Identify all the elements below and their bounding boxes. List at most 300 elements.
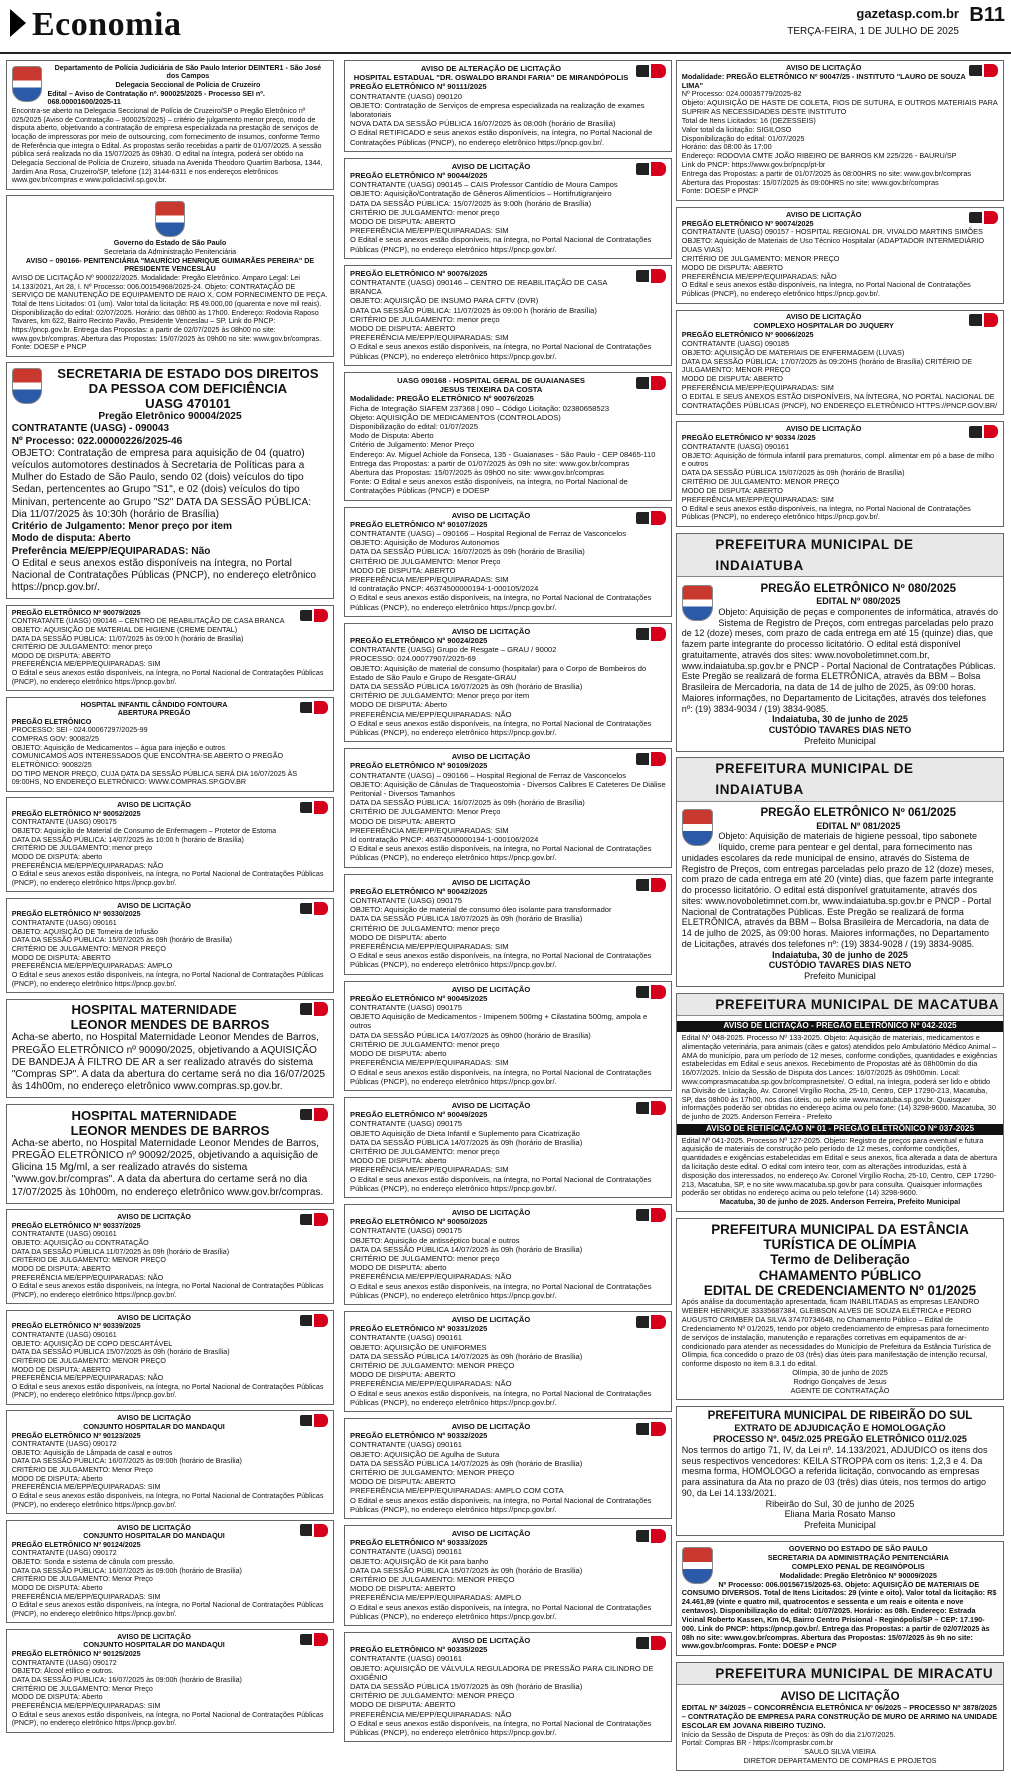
notice-line: PREGÃO ELETRÔNICO Nº 90074/2025 [681, 218, 814, 228]
notice-subtitle: CONJUNTO HOSPITALAR DO MANDAQUI [83, 1641, 225, 1650]
notice-line: PREFERÊNCIA ME/EPP/EQUIPARADAS: SIM [350, 942, 509, 952]
notice-line: CRITÉRIO DE JULGAMENTO: Menor Preço [11, 1684, 153, 1693]
logo-sp-icon [314, 1633, 328, 1646]
logo-sp-icon [651, 1422, 666, 1436]
notice-line: MODO DE DISPUTA: Aberto [11, 1584, 103, 1592]
notice-line: O Edital e seus anexos estão disponíveis, na íntegra, no Portal Nacional de Contratações Públicas (PNCP), no endereço eletrônico https://pncp.gov.br/. [350, 1388, 652, 1407]
notice-line: OBJETO: AQUISIÇÃO DE Agulha de Sutura [350, 1449, 500, 1459]
notice-subtitle: AVISO DE LICITAÇÃO [780, 1690, 900, 1703]
notice-line: MODO DE DISPUTA: ABERTO [350, 217, 456, 227]
notice-box [6, 1310, 334, 1405]
logo-bar-icon [636, 753, 649, 765]
notice-title: AVISO DE LICITAÇÃO [117, 801, 191, 810]
notice-box [6, 1410, 334, 1514]
notice-subtitle: JESUS TEIXEIRA DA COSTA [439, 385, 543, 395]
notice-uasg: UASG 470101 [145, 396, 231, 412]
logo-sp-icon [314, 1314, 328, 1327]
logo-sp-icon [651, 511, 666, 525]
column-right [676, 60, 1004, 1777]
logo-sp-icon [314, 1108, 328, 1121]
notice-box [6, 898, 334, 993]
notice-box [676, 757, 1004, 987]
logo-bar-icon [636, 986, 649, 998]
notice-line: PREGÃO ELETRÔNICO Nº 90052/2025 [11, 809, 141, 818]
sp-government-logo-icon [636, 985, 666, 999]
notice-line: PREGÃO ELETRÔNICO Nº 90079/2025 [11, 608, 141, 617]
notice-banner: PREFEITURA MUNICIPAL DE MIRACATU [677, 1663, 1003, 1685]
notice-line: MODO DE DISPUTA: ABERTO [350, 1370, 456, 1380]
signatory-role: Prefeita Municipal [804, 1520, 876, 1531]
notice-box [676, 310, 1004, 416]
notice-subtitle: EDITAL Nº 080/2025 [816, 596, 901, 607]
sp-government-logo-icon [300, 1633, 328, 1646]
notice-band: AVISO DE RETIFICAÇÃO Nº 01 - PREGÃO ELETRÔNICO Nº 037-2025 [677, 1124, 1003, 1135]
sp-government-logo-icon [300, 609, 328, 622]
notice-line: MODO DE DISPUTA: Aberto [350, 700, 447, 710]
notice-line: DATA DA SESSÃO PÚBLICA 15/07/2025 às 09h (horário de Brasília) [350, 1565, 583, 1575]
notice-line: OBJETO: Aquisição de Medicamentos – água para injeção e outros [11, 743, 226, 752]
notice-box [676, 1406, 1004, 1536]
notice-line: O Edital e seus anexos estão disponíveis, na íntegra, no Portal Nacional de Contratações Públicas (PNCP), no endereço eletrônico https://pncp.gov.br/. [350, 1602, 652, 1621]
notice-line: PREFERÊNCIA ME/EPP/EQUIPARADAS: NÃO [350, 1379, 512, 1389]
notice-line: OBJETO: AQUISIÇÃO DE MATERIAL DE HIGIENE (CREME DENTAL) [11, 625, 238, 634]
notice-box [344, 748, 672, 867]
notice-line: CONTRATANTE (UASG) - 090043 [11, 423, 170, 435]
signatory-role: Prefeito Municipal [804, 971, 876, 982]
notice-title: PREGÃO ELETRÔNICO Nº 080/2025 [760, 582, 957, 595]
sp-government-logo-icon [300, 1314, 328, 1327]
notice-line: MODO DE DISPUTA: ABERTO [681, 262, 783, 272]
notice-box [676, 1662, 1004, 1771]
notice-line: CRITÉRIO DE JULGAMENTO: menor preço [350, 314, 500, 324]
notice-line: DATA DA SESSÃO PÚBLICA: 15/07/2025 às 09h (horário de Brasília) [11, 936, 233, 945]
notice-line: CRITÉRIO DE JULGAMENTO: MENOR PREÇO [350, 1691, 515, 1701]
sp-government-logo-icon [636, 269, 666, 283]
notice-line: CONTRATANTE (UASG) 090172 [11, 1549, 117, 1558]
notice-line: PREFERÊNCIA ME/EPP/EQUIPARADAS: NÃO [681, 271, 837, 281]
notice-line: PREFERÊNCIA ME/EPP/EQUIPARADAS: SIM [11, 1701, 161, 1710]
logo-sp-icon [984, 313, 998, 326]
notice-line: PREGÃO ELETRÔNICO Nº 90076/2025 [350, 268, 488, 278]
notice-box [344, 1418, 672, 1519]
notice-line: CRITÉRIO DE JULGAMENTO: MENOR PREÇO [350, 1360, 515, 1370]
notice-box [6, 605, 334, 691]
notice-title: AVISO DE LICITAÇÃO [117, 1414, 191, 1423]
sp-government-logo-icon [969, 211, 998, 224]
sp-government-logo-icon [300, 1108, 328, 1121]
notice-box [6, 1520, 334, 1624]
notice-line: CONTRATANTE (UASG) 090161 [350, 1547, 462, 1557]
notice-line: MODO DE DISPUTA: Aberto [11, 1693, 103, 1702]
notice-subtitle: SECRETARIA DA ADMINISTRAÇÃO PENITENCIÁRIA [767, 1553, 949, 1563]
notice-line: Objeto: AQUISIÇÃO DE HASTE DE COLETA, FIOS DE SUTURA, E OUTROS MATERIAIS PARA SUPRIR AS NECESSIDADES DESTE INSTITUTO [681, 98, 998, 117]
notice-line: PREFERÊNCIA ME/EPP/EQUIPARADAS: SIM [350, 1058, 509, 1068]
notice-line: CRITÉRIO DE JULGAMENTO: MENOR PREÇO [11, 1256, 166, 1265]
logo-bar-icon [969, 65, 981, 77]
logo-bar-icon [636, 512, 649, 524]
logo-sp-icon [314, 1524, 328, 1537]
sp-government-logo-icon [636, 1101, 666, 1115]
logo-bar-icon [636, 879, 649, 891]
notice-line: O Edital e seus anexos estão disponíveis, na íntegra, no Portal Nacional de Contratações Públicas (PNCP), no endereço eletrônico https://pncp.gov.br/. [350, 844, 652, 863]
notice-line: MODO DE DISPUTA: aberto [350, 1263, 447, 1273]
notice-line: OBJETO: Sonda e sistema de cânula com pressão. [11, 1558, 175, 1567]
notice-title: AVISO DE LICITAÇÃO [786, 312, 862, 322]
notice-date: Indaiatuba, 30 de junho de 2025 [772, 949, 908, 960]
notice-line: OBJETO: Aquisição de antisséptico bucal e outros [350, 1235, 520, 1245]
logo-bar-icon [636, 1209, 649, 1221]
notice-body: Edital Nº 048-2025. Processo Nº 133-2025. Objeto: Aquisição de materiais, medicamentos e alimentação veterinária, para animais (cães e gatos) atendidos pelo Ambulatório Médico Animal – AMA do município, para um período de 12 meses, conforme condições, quantidades e exigências estabelecidas em Edital e seus anexos. Recebimento de Propostas até às 08h00min do dia 16/07/2025. Início da Sessão de Disputa dos Lances: 16/07/2025 às 09h00min. Local: www.comprasmacatuba.sp.gov.br/comprasnetsite/. O edital, na íntegra, poderá ser lido e obtido na Divisão de Licitação, Av. Coronel Virgílio Rocha, 25-10, Centro, CEP 17290-213, Macatuba, SP, das 08h00 às 17h00, nos dias úteis, ou pelo site www.macatuba.sp.gov.br. Quaisquer informações poderão ser obtidas no endereço acima ou pelo fone: (14) 3298-9600. Macatuba, 30 de junho de 2025. Anderson Ferreira - Prefeito [681, 1032, 998, 1122]
notice-line: O Edital e seus anexos estão disponíveis, na íntegra, no Portal Nacional de Contratações Públicas (PNCP), no endereço eletrônico https://pncp.gov.br/. [11, 970, 324, 988]
signatory-name: Rodrigo Gonçalves de Jesus [793, 1376, 887, 1386]
logo-sp-icon [314, 1213, 328, 1226]
notice-line: CRITÉRIO DE JULGAMENTO: Menor Preço [11, 1466, 153, 1475]
sp-government-logo-icon [636, 162, 666, 176]
notice-line: O Edital e seus anexos estão disponíveis, na íntegra, no Portal Nacional de Contratações Públicas (PNCP), no endereço eletrônico https://pncp.gov.br/. [350, 1174, 652, 1193]
notice-line: MODO DE DISPUTA: ABERTO [11, 1264, 111, 1273]
notice-line: OBJETO: AQUISIÇÃO DE Torneira de Infusão [11, 927, 158, 936]
logo-bar-icon [300, 1214, 312, 1225]
notice-box [344, 874, 672, 975]
notice-box [344, 60, 672, 152]
chevron-right-icon [10, 9, 26, 37]
notice-line: CRITÉRIO DE JULGAMENTO: menor preço [350, 923, 500, 933]
notice-box [6, 697, 334, 792]
notice-line: OBJETO: AQUISIÇÃO DE UNIFORMES [350, 1342, 487, 1352]
signatory-name: Eliana Maria Rosato Manso [784, 1509, 896, 1520]
notice-box [676, 993, 1004, 1212]
logo-sp-icon [651, 162, 666, 176]
notice-line: CRITÉRIO DE JULGAMENTO: MENOR PREÇO [11, 1356, 166, 1365]
notice-line: CRITÉRIO DE JULGAMENTO: MENOR PREÇO [350, 1468, 515, 1478]
logo-sp-icon [651, 1208, 666, 1222]
notice-title: AVISO DE LICITAÇÃO [451, 510, 531, 520]
notice-line: OBJETO: Aquisição de Cânulas de Traqueostomia - Diversos Calibres E Cateteres De Diálise Peritonial - Diversos Tamanhos [350, 779, 666, 799]
logo-sp-icon [984, 425, 998, 438]
notice-subtitle: HOSPITAL ESTADUAL "DR. OSWALDO BRANDI FARIA" DE MIRANDÓPOLIS [353, 73, 629, 83]
logo-bar-icon [636, 65, 649, 77]
notice-line: O Edital e seus anexos estão disponíveis, na íntegra, no Portal Nacional de Contratações Públicas (PNCP), no endereço eletrônico https://pncp.gov.br/. [350, 342, 652, 361]
notice-box [344, 981, 672, 1091]
notice-title: AVISO DE LICITAÇÃO [451, 1314, 531, 1324]
notice-line: MODO DE DISPUTA: ABERTO [350, 1700, 456, 1710]
notice-line: PREGÃO ELETRÔNICO Nº 90125/2025 [11, 1650, 141, 1659]
logo-sp-icon [651, 1315, 666, 1329]
notice-subtitle: ABERTURA PREGÃO [117, 709, 191, 718]
notice-line: DATA DA SESSÃO PÚBLICA: 15/07/2025 às 9:00h (horário de Brasília) [350, 198, 592, 208]
notice-line: PREGÃO ELETRÔNICO Nº 90332/2025 [350, 1431, 488, 1441]
sp-government-logo-icon [300, 1414, 328, 1427]
logo-sp-icon [651, 752, 666, 766]
notice-line: Entrega das Propostas: a partir de 01/07/2025 às 08:00HRS no site: www.gov.br/compras [681, 168, 972, 178]
notice-box [344, 265, 672, 366]
notice-line: MODO DE DISPUTA: ABERTO [11, 953, 111, 962]
notice-line: CONTRATANTE (UASG) 090161 [350, 1654, 462, 1664]
notice-title: AVISO DE LICITAÇÃO [451, 984, 531, 994]
notice-line: CONTRATANTE (UASG) 090146 – CENTRO DE REABILITAÇÃO DE CASA BRANCA [350, 278, 607, 297]
notice-banner: PREFEITURA MUNICIPAL DE INDAIATUBA [677, 758, 1003, 801]
notice-title: GOVERNO DO ESTADO DE SÃO PAULO [788, 1544, 928, 1554]
coat-of-arms-icon [682, 585, 713, 622]
notice-line: CRITÉRIO DE JULGAMENTO: Menor Preço [350, 556, 501, 566]
notice-line: O Edital e seus anexos estão disponíveis, na íntegra, no Portal Nacional de Contratações Públicas (PNCP), no endereço eletrônico https://pncp.gov.br/. [11, 1710, 324, 1728]
notice-date: Olímpia, 30 de junho de 2025 [792, 1368, 888, 1378]
notice-subtitle: COMPLEXO PENAL DE REGINÓPOLIS [791, 1562, 925, 1571]
notice-line: PREFERÊNCIA ME/EPP/EQUIPARADAS: NÃO [350, 709, 512, 719]
notice-subtitle: CONJUNTO HOSPITALAR DO MANDAQUI [83, 1532, 225, 1541]
notice-box [344, 1311, 672, 1412]
logo-bar-icon [300, 702, 312, 713]
logo-bar-icon [300, 1415, 312, 1426]
notice-line: Fonte: DOESP e PNCP [681, 186, 759, 196]
notice-banner: PREFEITURA MUNICIPAL DE MACATUBA [677, 994, 1003, 1016]
logo-sp-icon [984, 211, 998, 224]
logo-sp-icon [314, 801, 328, 814]
notice-line: CRITÉRIO DE JULGAMENTO: menor preço [11, 844, 153, 853]
notice-box [676, 60, 1004, 201]
notice-line: DATA DA SESSÃO PÚBLICA 18/07/2025 às 09h (horário de Brasília) [350, 914, 583, 924]
column-left [6, 60, 334, 1738]
notice-line: DATA DA SESSÃO PÚBLICA: 16/07/2025 às 09:00h (horário de Brasília) [11, 1675, 242, 1684]
sp-government-logo-icon [300, 801, 328, 814]
notice-line: PREGÃO ELETRÔNICO Nº 90331/2025 [350, 1324, 488, 1334]
sp-government-logo-icon [969, 313, 998, 326]
notice-lead: Edital – Aviso de Contratação nº. 900025/2025 - Processo SEI nº. 068.00001600/2025-11 [47, 89, 265, 107]
notice-line: PREGÃO ELETRÔNICO Nº 90044/2025 [350, 171, 488, 181]
notice-line: MODO DE DISPUTA: aberto [350, 1049, 447, 1059]
notice-title: AVISO DE LICITAÇÃO [451, 1422, 531, 1431]
notice-line: CONTRATANTE (UASG) 090161 [350, 1440, 462, 1450]
notice-line: CONTRATANTE (UASG) 090175 [11, 818, 117, 827]
notice-title: AVISO DE LICITAÇÃO [451, 1636, 531, 1646]
notice-line: Disponibilização do edital: 01/07/2025 [681, 133, 805, 143]
notice-line: O Edital e seus anexos estão disponíveis, na íntegra, no Portal Nacional de Contratações Públicas (PNCP), no endereço eletrônico https://pncp.gov.br/. [11, 1282, 324, 1299]
notice-line: OBJETO: Aquisição de Materiais de Uso Técnico Hospitalar (ADAPTADOR INTERMEDIÁRIO DUAS VIAS) [681, 236, 985, 255]
notice-line: OBJETO: AQUISIÇÃO ou CONTRATAÇÃO [11, 1239, 149, 1248]
notice-line: PREGÃO ELETRÔNICO Nº 90333/2025 [350, 1538, 488, 1548]
notice-line: PREFERÊNCIA ME/EPP/EQUIPARADAS: AMPLO [350, 1593, 522, 1603]
logo-sp-icon [651, 1529, 666, 1543]
sp-government-logo-icon [300, 1213, 328, 1226]
notice-line: Critério de Julgamento: Menor preço por item [11, 521, 232, 533]
logo-bar-icon [300, 1109, 312, 1120]
notice-title: AVISO DE LICITAÇÃO [451, 626, 531, 636]
logo-bar-icon [969, 426, 981, 438]
sp-government-logo-icon [636, 878, 666, 892]
notice-body: Edital Nº 041-2025. Processo Nº 127-2025. Objeto: Registro de preços para eventual e futura aquisição de materiais de construção pelo período de 12 meses, conforme condições, quantidades e exigências estabelecidas em Edital e seus anexos, fica alterada a data de abertura da licitação deste edital. O edital com inteiro teor, com as alterações introduzidas, está à disposição dos interessados, no endereço Av. Coronel Virgílio Rocha, 25-10, Centro, CEP 17290-213, Macatuba, SP, e no site www.macatuba.sp.gov.br para consulta. Quaisquer informações poderão ser obtidas no endereço acima ou pelo telefone (14) 3298-9600. [681, 1135, 998, 1198]
notice-box [344, 623, 672, 742]
notice-line: PREFERÊNCIA ME/EPP/EQUIPARADAS: SIM [350, 333, 509, 343]
coat-of-arms-icon [682, 809, 713, 846]
logo-sp-icon [314, 1002, 328, 1015]
logo-bar-icon [300, 903, 312, 914]
notice-line: MODO DE DISPUTA: ABERTO [11, 651, 111, 660]
notice-title: AVISO DE LICITAÇÃO [786, 209, 862, 219]
notice-line: MODO DE DISPUTA: ABERTO [681, 485, 783, 495]
notice-line: CRITÉRIO DE JULGAMENTO: MENOR PREÇO [350, 1575, 515, 1585]
notice-title: PREGÃO ELETRÔNICO Nº 061/2025 [760, 807, 957, 820]
logo-sp-icon [314, 701, 328, 714]
notice-line: MODO DE DISPUTA: ABERTO [350, 324, 456, 334]
notice-line: O Edital e seus anexos estão disponíveis, na íntegra, no Portal Nacional de Contratações Públicas (PNCP), no endereço eletrônico https://pncp.gov.br/. [11, 870, 324, 887]
notice-box [676, 421, 1004, 527]
notice-line: CONTRATANTE (UASG) 090175 [350, 1119, 462, 1129]
notice-box [6, 195, 334, 356]
notice-line: CONTRATANTE (UASG) Grupo de Resgate – GRAU / 90002 [350, 645, 557, 655]
notice-title: AVISO DE LICITAÇÃO [451, 161, 531, 171]
notice-line: PREFERÊNCIA ME/EPP/EQUIPARADAS: NÃO [350, 1709, 512, 1719]
notice-title: UASG 090168 - HOSPITAL GERAL DE GUAIANASES [397, 375, 585, 385]
notice-subtitle: EXTRATO DE ADJUDICAÇÃO E HOMOLOGAÇÃO [734, 1423, 946, 1434]
sp-government-logo-icon [636, 1208, 666, 1222]
notice-line: Id contratação PNCP: 46374500000194-1-000105/2024 [350, 584, 539, 594]
notice-line: Modalidade: PREGÃO ELETRÔNICO Nº 90076/2025 [350, 394, 534, 404]
notice-line: PREGÃO ELETRÔNICO Nº 90050/2025 [350, 1217, 488, 1227]
notice-line: DATA DA SESSÃO PÚBLICA: 16/07/2025 às 09:00h (horário de Brasília) [11, 1566, 242, 1575]
notice-line: O Edital e seus anexos estão disponíveis, na íntegra, no Portal Nacional de Contratações Públicas (PNCP), no endereço eletrônico https://pncp.gov.br/. [350, 593, 652, 612]
logo-sp-icon [651, 1636, 666, 1650]
notice-box [6, 60, 334, 190]
notice-line: MODO DE DISPUTA: ABERTO [350, 1477, 456, 1487]
notice-line: PREFERÊNCIA ME/EPP/EQUIPARADAS: SIM [681, 383, 834, 393]
column-middle [344, 60, 672, 1748]
coat-of-arms-icon [12, 66, 42, 102]
logo-bar-icon [636, 1423, 649, 1435]
notice-line: Modo de Disputa: Aberto [350, 431, 434, 441]
notice-title: AVISO DE LICITAÇÃO [117, 1632, 191, 1641]
sp-government-logo-icon [636, 64, 666, 78]
notice-band: AVISO DE LICITAÇÃO - PREGÃO ELETRÔNICO Nº 042-2025 [677, 1021, 1003, 1032]
logo-bar-icon [636, 270, 649, 282]
notice-body: Objeto: Aquisição de peças e componentes de informática, através do Sistema de Registro de Preços, com entregas parceladas pelo prazo de 12 (doze) meses, com prazo de cada entrega em até 15 (quinze) dias, que fazem parte integrante do processo licitatório. O edital está disponível gratuitamente, através dos sites: www.novoboletimnet.com.br, www.indaiatuba.sp.gov.br e PNCP - Portal Nacional de Contratações Públicas. Este Pregão se realizará de forma ELETRÔNICA, através da BBM – Bolsa Brasileira de Mercadoria, na data de 14 de julho de 2025, às 09:00 horas. Maiores informações, no Departamento de Licitações, através dos telefones nº: (19) 3834-9034 / (19) 3834-9085. [681, 606, 998, 714]
notice-line: Modo de disputa: Aberto [11, 533, 131, 545]
sp-government-logo-icon [636, 376, 666, 390]
notice-line: MODO DE DISPUTA: Aberto [11, 1474, 103, 1483]
coat-of-arms-icon [12, 368, 42, 404]
notice-line: CONTRATANTE (UASG) 090146 – CENTRO DE REABILITAÇÃO DE CASA BRANCA [11, 617, 285, 626]
notice-line: CONTRATANTE (UASG) 090172 [11, 1658, 117, 1667]
notice-line: COMPRAS GOV: 90082/25 [11, 735, 99, 744]
notice-body: Nos termos do artigo 71, IV, da Lei nº. 14.133/2021, ADJUDICO os itens dos seus respectivos vencedores: KEILA STROPPA com os itens: 1,2,3 e 4. Da mesma forma, HOMOLOGO a referida licitação, convocando as empresas para assinatura da Ata no prazo de 03 (três) dias úteis, nos termos do artigo 90, da Lei 14.133/2021. [681, 1444, 988, 1498]
notice-line: DATA DA SESSÃO PÚBLICA 11/07/2025 às 09h (horário de Brasília) [11, 1247, 230, 1256]
notice-line: CONTRATANTE (UASG) 090120 [350, 91, 462, 101]
logo-sp-icon [314, 1414, 328, 1427]
notice-title: HOSPITAL MATERNIDADE [71, 1107, 237, 1123]
notice-line: MODO DE DISPUTA: aberto [350, 932, 447, 942]
notice-line: PREGÃO ELETRÔNICO Nº 90049/2025 [350, 1110, 488, 1120]
notice-line: O Edital e seus anexos estão disponíveis, na íntegra, no Portal Nacional de Contratações Públicas (PNCP), no endereço eletrônico https://pncp.gov.br/. [350, 1067, 652, 1086]
notice-box [344, 1632, 672, 1742]
notice-line: OBJETO: Aquisição de Moduros Autonomos [350, 538, 500, 548]
logo-sp-icon [651, 627, 666, 641]
logo-bar-icon [300, 1634, 312, 1645]
notice-title: Departamento de Polícia Judiciária de São Paulo Interior DEINTER1 - São José dos Campos [54, 63, 322, 81]
signatory-name: SAULO SILVA VIEIRA [804, 1747, 876, 1757]
notice-subtitle: LEONOR MENDES DE BARROS [70, 1017, 270, 1033]
notice-line: DATA DA SESSÃO PÚBLICA 15/07/2025 às 09h (horário de Brasília) [681, 468, 905, 478]
notice-body: Após análise da documentação apresentada, ficam INABILITADAS as empresas LEANDRO WEBER HENRIQUE 33335687384, GLEIBSON ALVES DE SOUZA ELÉTRICA e PEDRO AUGUSTO CRIMBER DA SILVA 37470734648, no Chamamento Público – Edital de Credenciamento Nº 01/2025, tendo por objeto credenciamento de empresas para fornecimento de serviços de instalação, manutenção e reparações corretivas em equipamentos de ar-condicionado para atender as necessidades do Município de Prefeitura da Estância Turística de Olímpia, fica concedido o prazo de 03 (três) dias úteis para manifestação de intenção recursal, conforme disposto no item 8.3.1 do edital. [681, 1297, 992, 1369]
notice-title: HOSPITAL INFANTIL CÂNDIDO FONTOURA [80, 700, 228, 709]
notice-line: PREFERÊNCIA ME/EPP/EQUIPARADAS: SIM [350, 226, 509, 236]
sp-government-logo-icon [300, 1524, 328, 1537]
notice-line: PREFERÊNCIA ME/EPP/EQUIPARADAS: SIM [11, 1592, 161, 1601]
notice-line: CONTRATANTE (UASG) 090175 [350, 1003, 462, 1013]
notice-line: PROCESSO: SEI - 024.00067297/2025-99 [11, 726, 148, 735]
notice-line: PREGÃO ELETRÔNICO Nº 90124/2025 [11, 1540, 141, 1549]
notice-line: OBJETO: Aquisição/Contratação de Gêneros Alimentícios – Hortifrutigranjeiro [350, 189, 612, 199]
logo-bar-icon [636, 1637, 649, 1649]
notice-line: OBJETO: AQUISIÇÃO de Kit para banho [350, 1556, 489, 1566]
notice-line: PREGÃO ELETRÔNICO Nº 90107/2025 [350, 519, 488, 529]
sp-government-logo-icon [636, 627, 666, 641]
signatory-name: CUSTÓDIO TAVARES DIAS NETO [768, 960, 912, 971]
notice-body: Acha-se aberto, no Hospital Maternidade Leonor Mendes de Barros, PREGÃO ELETRÔNICO nº 90090/2025, objetivando a AQUISIÇÃO DE BANDEJA À FILTRO DE AR a ser realizado através do sistema "Compras SP". A data da abertura do certame será no dia 16/07/2025 às 14h00m, no endereço eletrônico www.compras.sp.gov.br. [11, 1032, 325, 1093]
notice-line: Portal: Compras BR - https://comprasbr.com.br [681, 1738, 834, 1748]
notice-line: CRITÉRIO DE JULGAMENTO: MENOR PREÇO [681, 253, 840, 263]
notice-line: Link do PNCP: https://www.gov.br/pncp/pt-br [681, 159, 826, 169]
notice-box [676, 1541, 1004, 1656]
notice-line: O Edital e seus anexos estão disponíveis, na íntegra, no Portal Nacional de Contratações Públicas (PNCP), no endereço eletrônico https://pncp.gov.br/. [11, 1382, 324, 1400]
logo-sp-icon [651, 1101, 666, 1115]
notice-line: PREFERÊNCIA ME/EPP/EQUIPARADAS: NÃO [11, 1374, 164, 1383]
notice-line: Entrega das Propostas: a partir de 01/07/2025 às 09h no site: www.gov.br/compras [350, 458, 630, 468]
notice-line: DATA DA SESSÃO PÚBLICA: 16/07/2025 às 09h (horário de Brasília) [350, 798, 585, 808]
notice-box [344, 1525, 672, 1626]
notice-line: DATA DA SESSÃO PÚBLICA: 16/07/2025 às 09:00h (horário de Brasília) [11, 1457, 242, 1466]
logo-bar-icon [636, 1102, 649, 1114]
sp-government-logo-icon [300, 701, 328, 714]
logo-bar-icon [300, 1524, 312, 1535]
notice-subtitle: CHAMAMENTO PÚBLICO [758, 1267, 922, 1283]
notice-box [6, 1104, 334, 1204]
notice-line: PREGÃO ELETRÔNICO Nº 90024/2025 [350, 635, 488, 645]
notice-line: DATA DA SESSÃO PÚBLICA: 16/07/2025 às 09h (horário de Brasília) [350, 547, 585, 557]
notice-line: PREGÃO ELETRÔNICO Nº 90330/2025 [11, 910, 141, 919]
notice-box [6, 797, 334, 892]
notice-line: CRITÉRIO DE JULGAMENTO: menor preço [350, 207, 500, 217]
notice-line: MODO DE DISPUTA: ABERTO [350, 1584, 456, 1594]
notice-box [676, 1218, 1004, 1401]
logo-bar-icon [969, 314, 981, 326]
logo-bar-icon [300, 1315, 312, 1326]
notice-line: OBJETO: Aquisição de Material de Consumo de Enfermagem – Protetor de Estoma [11, 827, 277, 836]
notice-line: Nº Processo: 024.00035779/2025-82 [681, 89, 802, 99]
notice-line: Pregão Eletrônico 90004/2025 [98, 411, 242, 423]
notice-line: DATA DA SESSÃO PÚBLICA: 14/07/2025 às 10:00 h (horário de Brasília) [11, 835, 244, 844]
logo-bar-icon [969, 212, 981, 224]
notice-title: AVISO DE LICITAÇÃO [451, 1207, 531, 1217]
issue-date: TERÇA-FEIRA, 1 DE JULHO DE 2025 [787, 26, 959, 37]
notice-line: Abertura das Propostas: 15/07/2025 às 09:00HRS no site: www.gov.br/compras [681, 177, 939, 187]
notice-line: O Edital e seus anexos estão disponíveis, na íntegra, no Portal Nacional de Contratações Públicas (PNCP), no endereço eletrônico https://pncp.gov.br/. [350, 718, 652, 737]
notice-banner: PREFEITURA MUNICIPAL DE INDAIATUBA [677, 534, 1003, 577]
notice-line: O Edital e seus anexos estão disponíveis, na íntegra, no Portal Nacional de Contratações Públicas (PNCP), no endereço eletrônico https://pncp.gov.br/. [350, 1718, 652, 1738]
notice-line: PREGÃO ELETRÔNICO Nº 90337/2025 [11, 1221, 141, 1230]
page-number: B11 [969, 4, 1005, 26]
notice-subtitle: Termo de Deliberação [770, 1252, 910, 1268]
coat-of-arms-icon [155, 201, 185, 237]
notice-line: OBJETO: AQUISIÇÃO DE VÁLVULA REGULADORA DE PRESSÃO PARA CILINDRO DE OXIGÊNIO [350, 1663, 654, 1682]
notice-title: Governo do Estado de São Paulo [113, 239, 227, 248]
notice-line: PROCESSO: 024.00077907/2025-69 [350, 654, 476, 664]
notice-title: AVISO DE LICITAÇÃO [117, 901, 191, 910]
notice-line: DATA DA SESSÃO PÚBLICA 14/07/2025 às 09h (horário de Brasília) [350, 1351, 583, 1361]
logo-bar-icon [636, 628, 649, 640]
notice-line: CONTRATANTE (UASG) 090157 - HOSPITAL REGIONAL DR. VIVALDO MARTINS SIMÕES [681, 227, 983, 237]
notice-line: OBJETO Aquisição de Dieta Infantil e Suplemento para Cicatrização [350, 1128, 580, 1138]
notice-lead: AVISO – 090166- PENITENCIÁRIA "MAURÍCIO HENRIQUE GUIMARÃES PEREIRA" DE PRESIDENTE VENCESLAU [25, 256, 315, 274]
notice-line: DATA DA SESSÃO PÚBLICA 15/07/2025 às 09h (horário de Brasília) [11, 1348, 230, 1357]
